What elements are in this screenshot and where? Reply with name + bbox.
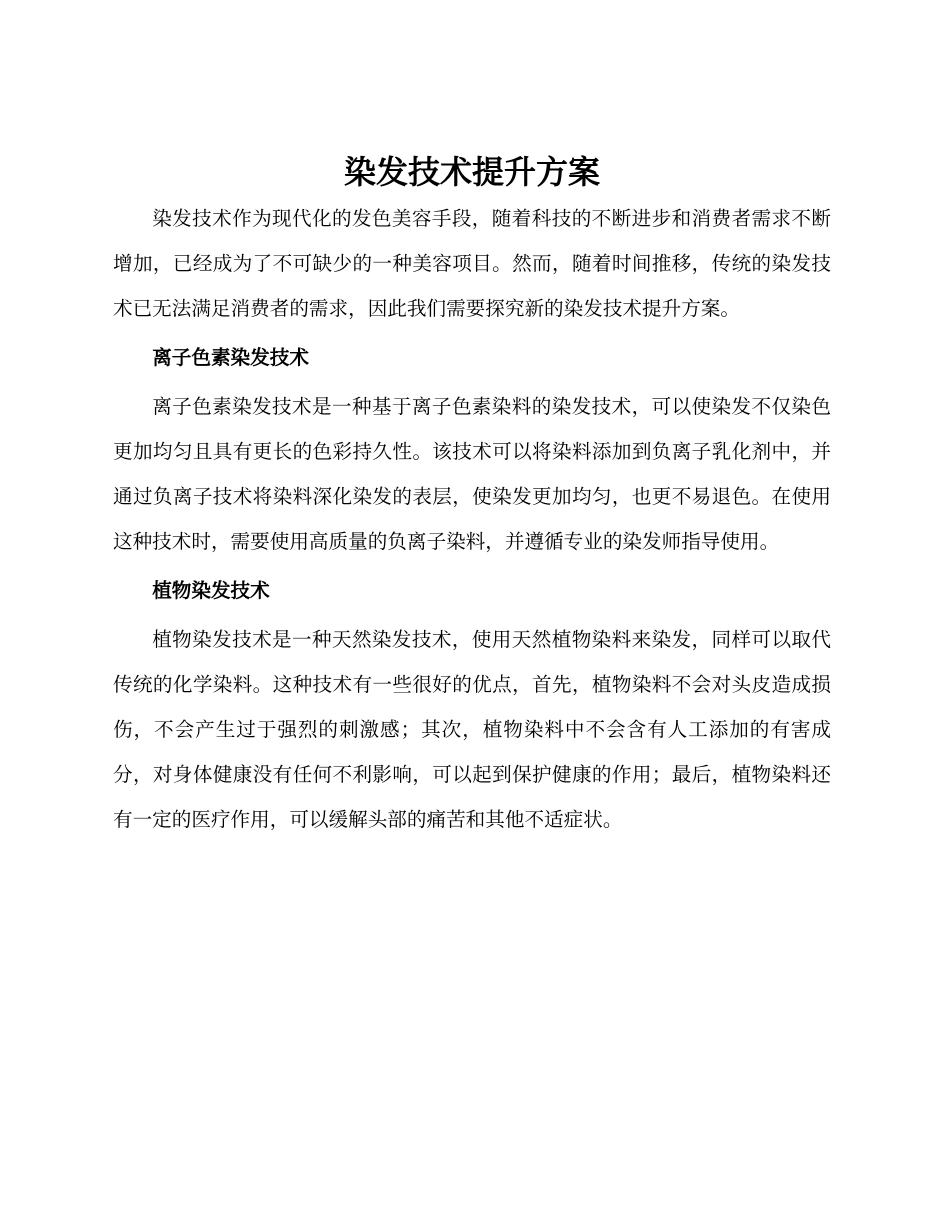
document-content — [113, 152, 831, 842]
section-body-ionic-dye: 离子色素染发技术是一种基于离子色素染料的染发技术，可以使染发不仅染色更加均匀且具有更长的色彩持久性。该技术可以将染料添加到负离子乳化剂中，并通过负离子技术将染料深化染发的表层，使染发更加均匀，也更不易退色。在使用这种技术时，需要使用高质量的负离子染料，并遵循专业的染发师指导使用。 — [113, 395, 831, 553]
section-body-plant-dye: 植物染发技术是一种天然染发技术，使用天然植物染料来染发，同样可以取代传统的化学染料。这种技术有一些很好的优点，首先，植物染料不会对头皮造成损伤，不会产生过于强烈的刺激感；其次，植物染料中不会含有人工添加的有害成分，对身体健康没有任何不利影响，可以起到保护健康的作用；最后，植物染料还有一定的医疗作用，可以缓解头部的痛苦和其他不适症状。 — [113, 628, 831, 831]
document-title: 染发技术提升方案 — [343, 153, 600, 191]
intro-paragraph: 染发技术作为现代化的发色美容手段，随着科技的不断进步和消费者需求不断增加，已经成为了不可缺少的一种美容项目。然而，随着时间推移，传统的染发技术已无法满足消费者的需求，因此我们需要探究新的染发技术提升方案。 — [113, 207, 831, 320]
section-heading-plant-dye: 植物染发技术 — [152, 579, 270, 602]
section-heading-ionic-dye: 离子色素染发技术 — [152, 346, 309, 369]
